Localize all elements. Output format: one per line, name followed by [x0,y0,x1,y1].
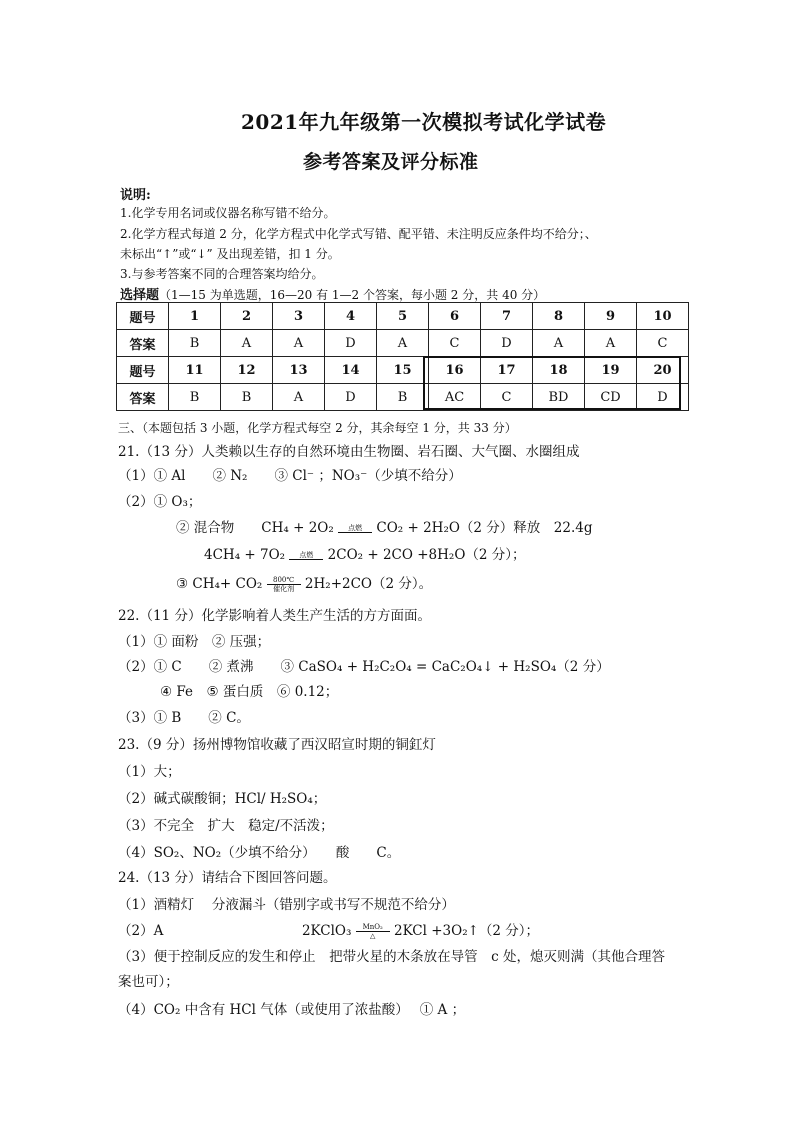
q24-part3-cont: 案也可）； [118,974,179,990]
table-row [117,330,689,357]
table-row [117,357,689,384]
answer-cell: BD [533,384,585,411]
q22-part3: （3）① B ② C。 [118,710,250,726]
q-num: 10 [637,303,689,330]
answer-cell: C [637,330,689,357]
q22-part2-cont: ④ Fe ⑤ 蛋白质 ⑥ 0.12； [160,684,339,700]
answer-cell: A [377,330,429,357]
q-num: 5 [377,303,429,330]
equation-right: CO₂ + 2H₂O（2 分）释放 22.4g [376,520,593,536]
table-row [117,303,689,330]
q-num: 7 [481,303,533,330]
answer-cell: AC [429,384,481,411]
q-num: 11 [169,357,221,384]
row-label: 题号 [117,357,169,384]
document-title: 2021年九年级第一次模拟考试化学试卷 [241,110,607,134]
condition-bar [338,532,372,533]
equation-right: 2H₂+2CO（2 分）。 [304,576,433,592]
q22-part2: （2）① C ② 煮沸 ③ CaSO₄ + H₂C₂O₄ = CaC₂O₄↓ + H₂SO₄（2 分） [118,659,610,675]
q22-part1: （1）① 面粉 ② 压强； [118,634,271,650]
answer-cell: A [533,330,585,357]
q-num: 6 [429,303,481,330]
answer-cell: B [169,330,221,357]
q-num: 1 [169,303,221,330]
answer-cell: B [221,384,273,411]
answer-cell: CD [585,384,637,411]
condition-ignite: 点燃 [299,551,314,559]
q24-part1: （1）酒精灯 分液漏斗（错别字或书写不规范不给分） [118,897,455,913]
equation-left: ③ CH₄+ CO₂ [176,576,263,592]
q-num: 4 [325,303,377,330]
answer-cell: C [481,384,533,411]
equation-right: 2KCl +3O₂↑（2 分）； [393,923,540,939]
q23-heading: 23.（9 分）扬州博物馆收藏了西汉昭宣时期的铜釭灯 [118,737,436,753]
q23-part2: （2）碱式碳酸铜；HCl/ H₂SO₄； [118,791,327,807]
equation-left: ② 混合物 CH₄ + 2O₂ [176,520,334,536]
equation-left: 4CH₄ + 7O₂ [204,547,286,563]
reaction-condition [338,524,372,533]
q-num: 8 [533,303,585,330]
choice-desc: （1—15 为单选题，16—20 有 1—2 个答案，每小题 2 分，共 40 分） [159,288,546,302]
q-num: 17 [481,357,533,384]
answer-cell: A [273,330,325,357]
answer-cell: B [377,384,429,411]
document-subtitle: 参考答案及评分标准 [303,151,479,173]
notes-heading: 说明: [120,188,151,203]
answer-cell: D [325,384,377,411]
q24-heading: 24.（13 分）请结合下图回答问题。 [118,870,337,886]
q21-heading: 21.（13 分）人类赖以生存的自然环境由生物圈、岩石圈、大气圈、水圈组成 [118,444,580,460]
equation-right: 2CO₂ + 2CO +8H₂O（2 分）； [327,547,526,563]
condition-temperature: 800℃ [273,576,295,584]
reaction-condition [356,923,390,940]
q21-part2-3 [176,572,432,593]
q24-part3: （3）便于控制反应的发生和停止 把带火星的木条放在导管 c 处，熄灭则满（其他合理答 [118,949,665,965]
note-2: 2.化学方程式每道 2 分，化学方程式中化学式写错、配平错、未注明反应条件均不给分；、 [120,227,597,241]
q-num: 15 [377,357,429,384]
answer-cell: A [221,330,273,357]
row-label: 题号 [117,303,169,330]
condition-mno2: MnO₂ [362,923,383,931]
row-label: 答案 [117,384,169,411]
q-num: 13 [273,357,325,384]
q-num: 20 [637,357,689,384]
condition-bar [289,559,323,560]
answer-cell: A [273,384,325,411]
note-4: 3.与参考答案不同的合理答案均给分。 [120,267,324,281]
equation-left: 2KClO₃ [301,923,352,939]
answer-letter: （2）A [118,923,164,939]
q-num: 14 [325,357,377,384]
q23-part1: （1）大； [118,764,181,780]
row-label: 答案 [117,330,169,357]
q23-part4: （4）SO₂、NO₂（少填不给分） 酸 C。 [118,845,401,861]
q-num: 12 [221,357,273,384]
answer-cell: D [481,330,533,357]
choice-label: 选择题 [120,288,160,303]
answer-cell: D [637,384,689,411]
q21-equation-2 [204,543,526,563]
condition-heat: △ [369,932,376,940]
q23-part3: （3）不完全 扩大 稳定/不活泼； [118,818,334,834]
q22-heading: 22.（11 分）化学影响着人类生产生活的方方面面。 [118,608,431,624]
q-num: 19 [585,357,637,384]
answer-table [116,302,689,411]
answer-cell: A [585,330,637,357]
q-num: 9 [585,303,637,330]
note-3: 未标出“↑”或“↓” 及出现差错，扣 1 分。 [120,247,340,261]
table-row [117,384,689,411]
q21-part1: （1）① Al ② N₂ ③ Cl⁻ ；NO₃⁻（少填不给分） [118,468,462,484]
q24-part4: （4）CO₂ 中含有 HCl 气体（或使用了浓盐酸） ① A ； [118,1002,466,1018]
q-num: 3 [273,303,325,330]
answer-cell: D [325,330,377,357]
choice-heading [120,284,545,303]
condition-catalyst: 催化剂 [273,585,295,593]
condition-ignite: 点燃 [348,524,363,532]
q-num: 18 [533,357,585,384]
note-1: 1.化学专用名词或仪器名称写错不给分。 [120,206,336,220]
answer-cell: B [169,384,221,411]
q24-part2 [118,919,539,940]
section-3-heading: 三、（本题包括 3 小题，化学方程式每空 2 分，其余每空 1 分，共 33 分） [118,421,517,435]
q-num: 2 [221,303,273,330]
answer-cell: C [429,330,481,357]
q21-part2-2 [176,516,593,536]
q21-part2-1: （2）① O₃； [118,494,202,510]
q-num: 16 [429,357,481,384]
reaction-condition [267,576,301,593]
reaction-condition [289,551,323,560]
